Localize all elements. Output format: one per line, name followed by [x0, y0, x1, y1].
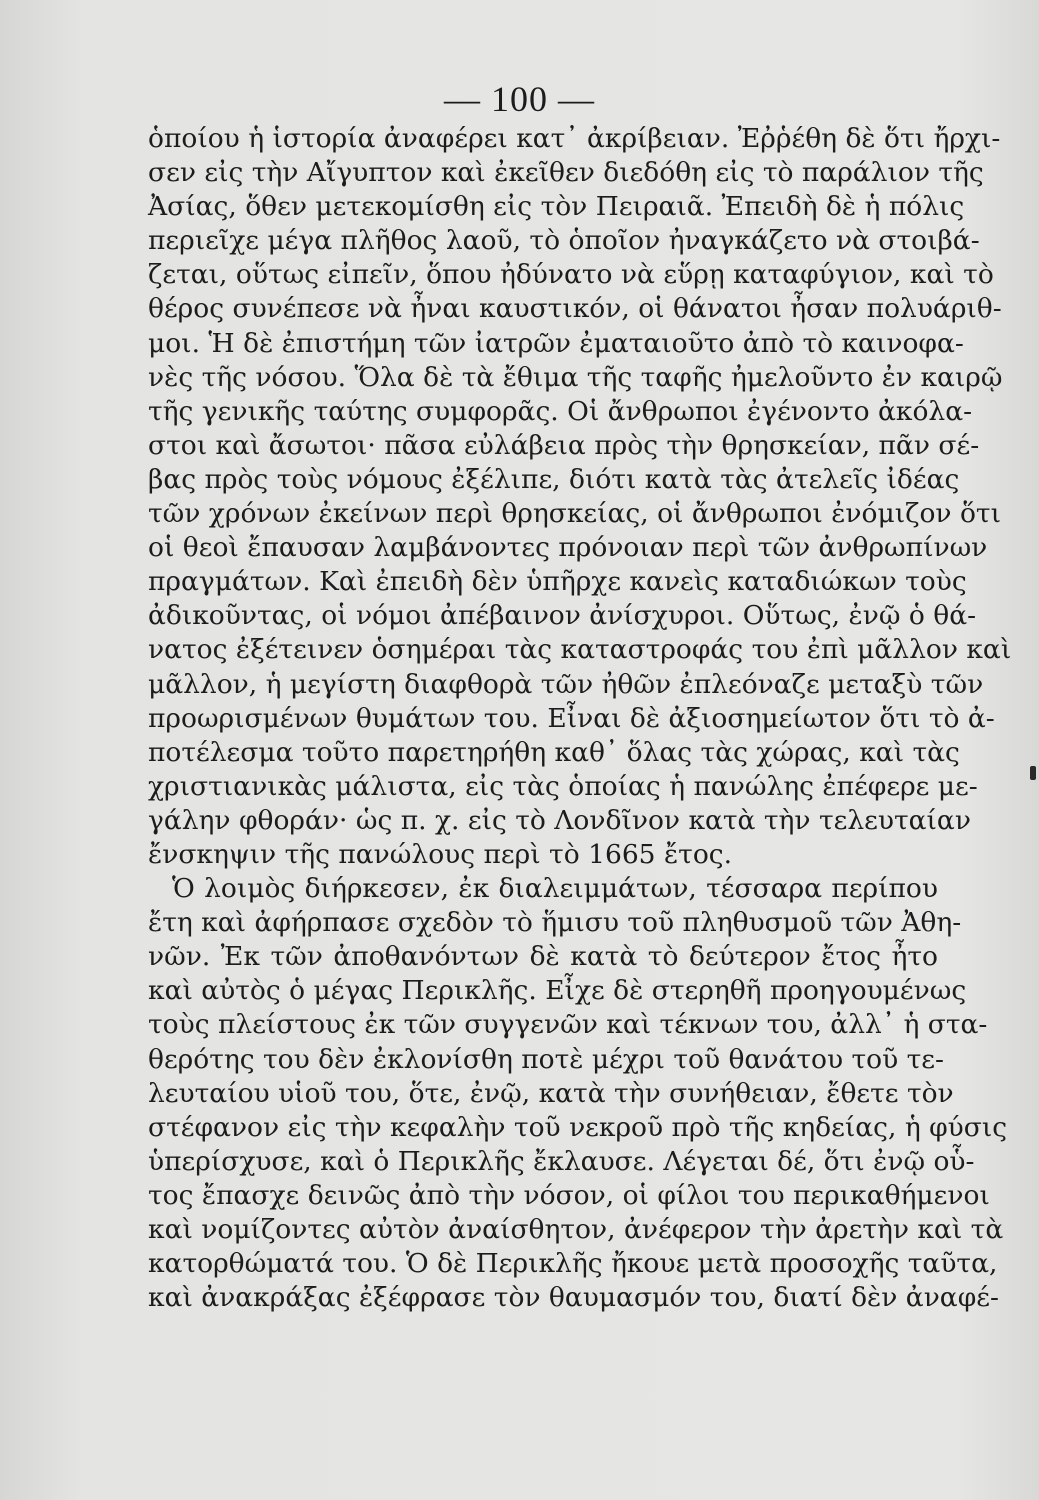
- paragraph: [148, 872, 1008, 1315]
- text-line: τῶν χρόνων ἐκείνων περὶ θρησκείας, οἱ ἄνθρωποι ἐνόμιζον ὅτι: [148, 498, 1001, 530]
- text-line: ὑπερίσχυσε, καὶ ὁ Περικλῆς ἔκλαυσε. Λέγεται δέ, ὅτι ἐνῷ οὗ-: [148, 1145, 975, 1177]
- text-line: καὶ ἀνακράξας ἐξέφρασε τὸν θαυμασμόν του, διατί δὲν ἀναφέ-: [148, 1282, 999, 1314]
- text-line: στέφανον εἰς τὴν κεφαλὴν τοῦ νεκροῦ πρὸ τῆς κηδείας, ἡ φύσις: [148, 1111, 1008, 1143]
- text-line: λευταίου υἱοῦ του, ὅτε, ἐνῷ, κατὰ τὴν συνήθειαν, ἔθετε τὸν: [148, 1077, 954, 1109]
- page-number: — 100 —: [444, 79, 595, 119]
- text-line: τοὺς πλείστους ἐκ τῶν συγγενῶν καὶ τέκνων του, ἀλλ᾽ ἡ στα-: [148, 1009, 988, 1041]
- text-line: σεν εἰς τὴν Αἴγυπτον καὶ ἐκεῖθεν διεδόθη εἰς τὸ παράλιον τῆς: [148, 157, 984, 189]
- text-line: κατορθώματά του. Ὁ δὲ Περικλῆς ἤκουε μετὰ προσοχῆς ταῦτα,: [148, 1248, 998, 1280]
- text-line: προωρισμένων θυμάτων του. Εἶναι δὲ ἀξιοσημείωτον ὅτι τὸ ἀ-: [148, 702, 995, 734]
- text-line: νῶν. Ἐκ τῶν ἀποθανόντων δὲ κατὰ τὸ δεύτερον ἔτος ἦτο: [148, 941, 938, 973]
- text-line: μᾶλλον, ἡ μεγίστη διαφθορὰ τῶν ἠθῶν ἐπλεόναζε μεταξὺ τῶν: [148, 668, 984, 700]
- text-line: θέρος συνέπεσε νὰ ἦναι καυστικόν, οἱ θάνατοι ἦσαν πολυάριθ-: [148, 293, 1002, 325]
- text-line: μοι. Ἡ δὲ ἐπιστήμη τῶν ἰατρῶν ἐματαιοῦτο ἀπὸ τὸ καινοφα-: [148, 327, 964, 359]
- text-line: Ὁ λοιμὸς διήρκεσεν, ἐκ διαλειμμάτων, τέσσαρα περίπου: [172, 873, 938, 905]
- text-line: ἀδικοῦντας, οἱ νόμοι ἀπέβαινον ἀνίσχυροι. Οὕτως, ἐνῷ ὁ θά-: [148, 600, 977, 632]
- text-line: ποτέλεσμα τοῦτο παρετηρήθη καθ᾽ ὅλας τὰς χώρας, καὶ τὰς: [148, 736, 960, 768]
- text-line: ὁποίου ἡ ἱστορία ἀναφέρει κατ᾽ ἀκρίβειαν. Ἐῤῥέθη δὲ ὅτι ἤρχι-: [148, 123, 1001, 154]
- text-line: Ἀσίας, ὅθεν μετεκομίσθη εἰς τὸν Πειραιᾶ. Ἐπειδὴ δὲ ἡ πόλις: [148, 191, 965, 223]
- text-line: στοι καὶ ἄσωτοι· πᾶσα εὐλάβεια πρὸς τὴν θρησκείαν, πᾶν σέ-: [148, 429, 980, 461]
- text-line: ζεται, οὕτως εἰπεῖν, ὅπου ἠδύνατο νὰ εὕρῃ καταφύγιον, καὶ τὸ: [148, 259, 994, 291]
- text-line: νὲς τῆς νόσου. Ὅλα δὲ τὰ ἔθιμα τῆς ταφῆς ἠμελοῦντο ἐν καιρῷ: [148, 361, 1003, 393]
- margin-mark: [1030, 766, 1036, 780]
- text-line: οἱ θεοὶ ἔπαυσαν λαμβάνοντες πρόνοιαν περὶ τῶν ἀνθρωπίνων: [148, 532, 988, 564]
- text-line: τῆς γενικῆς ταύτης συμφορᾶς. Οἱ ἄνθρωποι ἐγένοντο ἀκόλα-: [148, 395, 973, 427]
- text-line: χριστιανικὰς μάλιστα, εἰς τὰς ὁποίας ἡ πανώλης ἐπέφερε με-: [148, 770, 978, 802]
- text-line: γάλην φθοράν· ὡς π. χ. εἰς τὸ Λονδῖνον κατὰ τὴν τελευταίαν: [148, 804, 971, 836]
- text-line: ἔνσκηψιν τῆς πανώλους περὶ τὸ 1665 ἔτος.: [148, 838, 733, 870]
- text-line: θερότης του δὲν ἐκλονίσθη ποτὲ μέχρι τοῦ θανάτου τοῦ τε-: [148, 1043, 944, 1075]
- body-text: [148, 122, 1012, 1315]
- text-line: πραγμάτων. Καὶ ἐπειδὴ δὲν ὑπῆρχε κανεὶς καταδιώκων τοὺς: [148, 566, 967, 598]
- text-line: καὶ αὐτὸς ὁ μέγας Περικλῆς. Εἶχε δὲ στερηθῆ προηγουμένως: [148, 975, 967, 1007]
- text-line: βας πρὸς τοὺς νόμους ἐξέλιπε, διότι κατὰ τὰς ἀτελεῖς ἰδέας: [148, 463, 960, 495]
- text-line: ἔτη καὶ ἀφήρπασε σχεδὸν τὸ ἥμισυ τοῦ πληθυσμοῦ τῶν Ἀθη-: [148, 907, 962, 939]
- text-line: τος ἔπασχε δεινῶς ἀπὸ τὴν νόσον, οἱ φίλοι του περικαθήμενοι: [148, 1179, 990, 1211]
- text-line: περιεῖχε μέγα πλῆθος λαοῦ, τὸ ὁποῖον ἠναγκάζετο νὰ στοιβά-: [148, 225, 980, 257]
- paragraph: [148, 122, 1012, 872]
- text-line: νατος ἐξέτεινεν ὁσημέραι τὰς καταστροφάς του ἐπὶ μᾶλλον καὶ: [148, 634, 1012, 666]
- text-line: καὶ νομίζοντες αὐτὸν ἀναίσθητον, ἀνέφερον τὴν ἀρετὴν καὶ τὰ: [148, 1214, 1004, 1245]
